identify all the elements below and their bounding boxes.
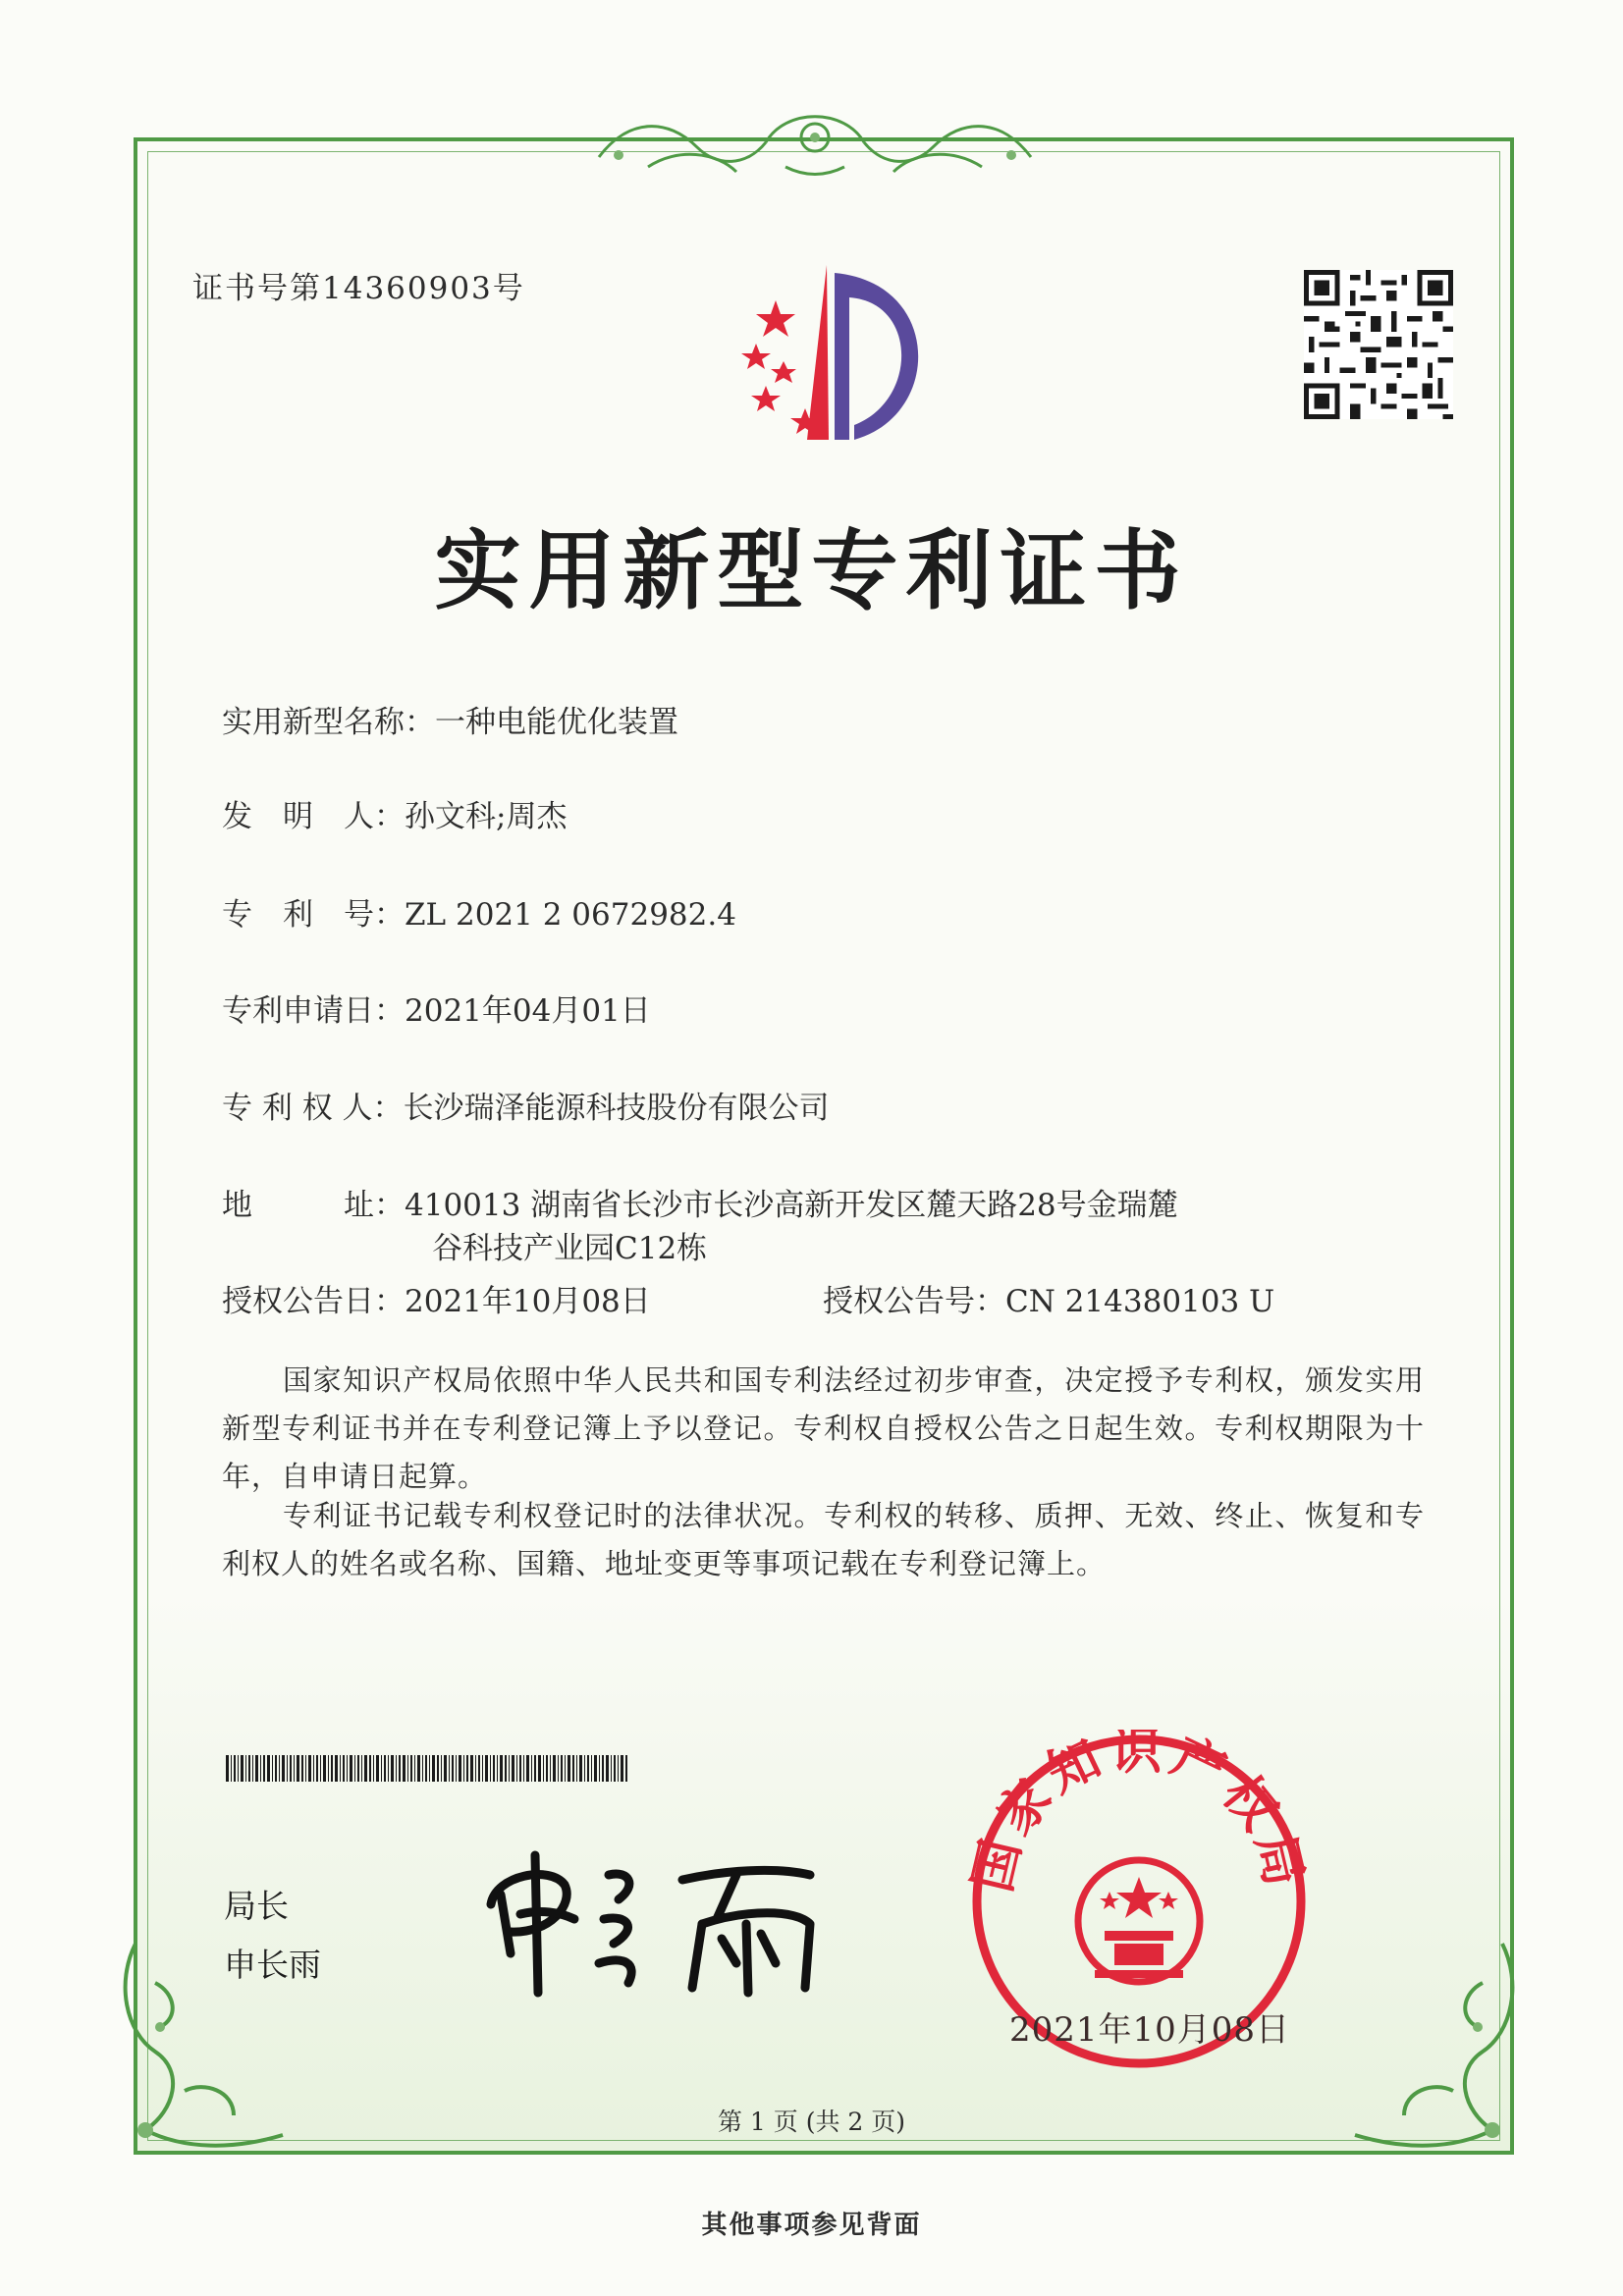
certificate-number: 证书号第14360903号 bbox=[192, 271, 525, 306]
page-indicator: 第 1 页 (共 2 页) bbox=[717, 2108, 906, 2136]
field-filing-date-label: 专利申请日： bbox=[222, 993, 405, 1029]
footer-note: 其他事项参见背面 bbox=[701, 2211, 922, 2240]
field-grant-no-value: CN 214380103 U bbox=[1005, 1284, 1275, 1319]
field-grant-date bbox=[222, 1282, 651, 1321]
barcode bbox=[226, 1755, 628, 1782]
field-name bbox=[222, 703, 678, 742]
field-grant-no bbox=[823, 1282, 1274, 1321]
field-owner-value: 长沙瑞泽能源科技股份有限公司 bbox=[403, 1091, 830, 1126]
field-inventor-value: 孙文科;周杰 bbox=[405, 799, 568, 834]
field-inventor-label: 发 明 人： bbox=[222, 799, 405, 834]
field-name-value: 一种电能优化装置 bbox=[435, 705, 678, 740]
field-grant-date-label: 授权公告日： bbox=[222, 1284, 405, 1319]
field-grant-no-label: 授权公告号： bbox=[823, 1284, 1005, 1319]
field-address-line2 bbox=[432, 1229, 707, 1268]
director-name: 申长雨 bbox=[224, 1946, 321, 1984]
field-address bbox=[222, 1186, 1178, 1225]
body-paragraph-2: 专利证书记载专利权登记时的法律状况。专利权的转移、质押、无效、终止、恢复和专利权人的姓名或名称、国籍、地址变更等事项记载在专利登记簿上。 bbox=[222, 1499, 1425, 1580]
certificate-title: 实用新型专利证书 bbox=[434, 519, 1189, 621]
svg-text:国家知识产权局 bbox=[967, 1730, 1311, 1897]
field-name-label: 实用新型名称： bbox=[222, 705, 435, 740]
field-filing-date bbox=[222, 991, 651, 1031]
field-grant-date-value: 2021年10月08日 bbox=[405, 1284, 651, 1319]
field-owner bbox=[222, 1089, 830, 1128]
field-patent-no-value: ZL 2021 2 0672982.4 bbox=[405, 897, 736, 933]
seal-text: 国家知识产权局 bbox=[967, 1730, 1311, 1897]
director-signature bbox=[481, 1845, 835, 2006]
field-address-value-line2: 谷科技产业园C12栋 bbox=[432, 1231, 708, 1266]
body-paragraph-1: 国家知识产权局依照中华人民共和国专利法经过初步审查，决定授予专利权，颁发实用新型专利证书并在专利登记簿上予以登记。专利权自授权公告之日起生效。专利权期限为十年，自申请日起算。 bbox=[222, 1363, 1425, 1493]
director-title: 局长 bbox=[224, 1887, 289, 1925]
field-patent-no bbox=[222, 895, 736, 934]
top-ornament bbox=[589, 98, 1041, 187]
field-address-label: 地 址： bbox=[222, 1188, 405, 1223]
field-address-value-line1: 410013 湖南省长沙市长沙高新开发区麓天路28号金瑞麓 bbox=[405, 1188, 1178, 1223]
field-inventor bbox=[222, 797, 567, 836]
field-patent-no-label: 专 利 号： bbox=[222, 897, 405, 933]
qr-code bbox=[1304, 270, 1453, 423]
seal-date: 2021年10月08日 bbox=[1009, 2010, 1291, 2050]
field-owner-label: 专 利 权 人： bbox=[222, 1091, 404, 1126]
cnipa-logo bbox=[707, 253, 952, 454]
field-filing-date-value: 2021年04月01日 bbox=[405, 993, 651, 1029]
